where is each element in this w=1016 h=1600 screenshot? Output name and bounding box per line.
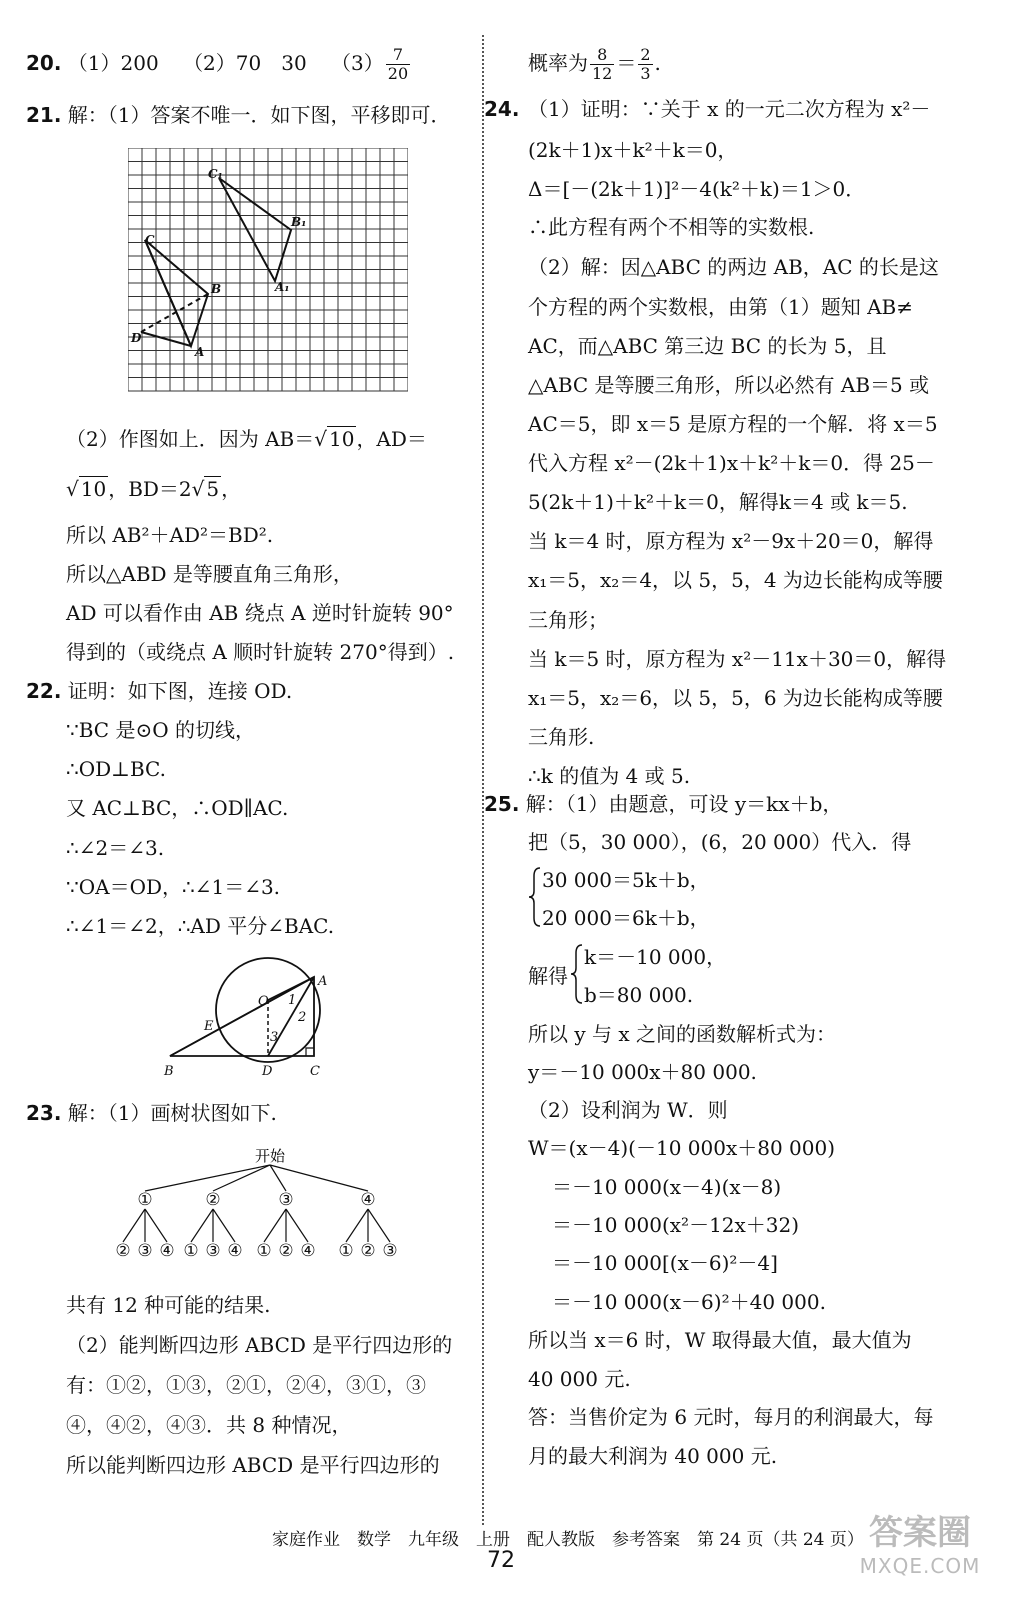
- label-o: O: [258, 994, 269, 1009]
- tree-node-level2: ④: [300, 1241, 316, 1261]
- q22-line4: ∴∠2＝∠3.: [66, 836, 165, 860]
- tree-branch: [145, 1209, 167, 1242]
- q20-frac-denominator: 20: [387, 64, 409, 83]
- q25-line4: （2）设利润为 W．则: [528, 1098, 728, 1122]
- q25-line5: W＝(x－4)(－10 000x＋80 000): [528, 1136, 836, 1160]
- tree-diagram: [110, 1143, 410, 1268]
- label-c: C: [145, 233, 155, 247]
- tree-node-level1: ①: [137, 1190, 153, 1210]
- q22-line3: 又 AC⊥BC，∴OD∥AC.: [66, 796, 289, 820]
- prob-frac2-den: 3: [640, 64, 651, 83]
- label-angle1: 1: [288, 993, 297, 1008]
- q25-number: 25.: [484, 792, 520, 816]
- q20-part3: （3）: [331, 51, 384, 75]
- q24-line: ∴k 的值为 4 或 5.: [528, 764, 691, 788]
- tree-branch: [213, 1209, 235, 1242]
- prob-eq: ＝: [616, 51, 637, 75]
- q22-line1: ∵BC 是⊙O 的切线，: [66, 718, 255, 742]
- q21-intro: 解：（1）答案不唯一．如下图，平移即可．: [67, 103, 451, 127]
- prob-end: .: [654, 51, 661, 75]
- grid-triangles: [145, 178, 291, 346]
- column-divider: [482, 35, 484, 1525]
- system1-brace: [528, 866, 542, 928]
- tree-node-level2: ①: [256, 1241, 272, 1261]
- watermark: [840, 1505, 1000, 1585]
- label-a: A: [195, 345, 205, 359]
- tree-branches: [123, 1165, 390, 1242]
- q23-line5: 所以能判断四边形 ABCD 是平行四边形的: [66, 1453, 440, 1477]
- tree-node-level1: ③: [278, 1190, 294, 1210]
- right-angle-c: [306, 1048, 314, 1056]
- line-ba: [170, 977, 314, 1056]
- grid-figure: [128, 148, 408, 394]
- watermark-logo-text: 答案圈: [869, 1513, 971, 1553]
- label-d: D: [131, 331, 142, 345]
- tree-root: 开始: [254, 1147, 286, 1165]
- q23-line4: ④，④②，④③．共 8 种情况，: [66, 1413, 352, 1437]
- q21-p2-text-c: ，BD＝2: [108, 477, 192, 501]
- q25-line1: 把（5，30 000），(6，20 000）代入．得: [528, 830, 912, 854]
- tree-branch: [264, 1209, 286, 1242]
- label-d: D: [262, 1064, 273, 1079]
- q22-line2: ∴OD⊥BC.: [66, 757, 166, 781]
- label-c: C: [310, 1064, 320, 1079]
- tree-node-level2: ①: [338, 1241, 354, 1261]
- label-b: B: [211, 282, 222, 296]
- tree-branch: [270, 1165, 368, 1191]
- q21-sqrt-10b: 10: [80, 477, 107, 501]
- label-angle2: 2: [298, 1010, 307, 1025]
- q23-intro-line: [26, 1100, 277, 1126]
- tree-node-level2: ①: [183, 1241, 199, 1261]
- tree-node-level2: ③: [205, 1241, 221, 1261]
- tree-node-level2: ③: [137, 1241, 153, 1261]
- tree-branch: [368, 1209, 390, 1242]
- q24-line: △ABC 是等腰三角形，所以必然有 AB＝5 或: [528, 373, 930, 397]
- q25-line2: 所以 y 与 x 之间的函数解析式为：: [528, 1022, 837, 1046]
- q23-line2: （2）能判断四边形 ABCD 是平行四边形的: [66, 1333, 453, 1357]
- watermark-url: MXQE.COM: [859, 1554, 981, 1578]
- q21-part2-line2: √ 10 ，BD＝2√ 5 ，: [66, 477, 242, 501]
- q21-p2-end: ，: [221, 477, 242, 501]
- tree-node-level2: ②: [115, 1241, 131, 1261]
- q25-line7: ＝－10 000(x²－12x＋32): [552, 1213, 800, 1237]
- q25-line8: ＝－10 000[(x－6)²－4]: [552, 1251, 778, 1275]
- q20-frac-numerator: 7: [386, 46, 410, 65]
- q25-line3: y＝－10 000x＋80 000.: [528, 1060, 757, 1084]
- q23-line3: 有：①②，①③，②①，②④，③①，③: [66, 1373, 426, 1397]
- tree-node-level1: ②: [205, 1190, 221, 1210]
- q22-intro: 证明：如下图，连接 OD.: [67, 679, 293, 703]
- q24-line: x₁＝5，x₂＝6，以 5，5，6 为边长能构成等腰: [528, 686, 943, 710]
- label-e: E: [204, 1019, 214, 1034]
- circle-figure: [160, 955, 340, 1085]
- prob-frac2-num: 2: [640, 45, 651, 64]
- page-number: 72: [487, 1548, 515, 1573]
- label-c1: C₁: [208, 167, 223, 181]
- q20-part1: （1）200: [67, 51, 159, 75]
- tree-branch: [191, 1209, 213, 1242]
- page-footer: 家庭作业 数学 九年级 上册 配人教版 参考答案 第 24 页（共 24 页）: [272, 1530, 864, 1550]
- label-angle3: 3: [270, 1030, 279, 1045]
- q25-line12: 答：当售价定为 6 元时，每月的利润最大，每: [528, 1405, 934, 1429]
- tree-branch: [145, 1165, 270, 1191]
- q24-line: (2k＋1)x＋k²＋k＝0，: [528, 138, 738, 162]
- prob-frac1: [590, 46, 614, 83]
- prob-text: 概率为: [528, 51, 588, 75]
- tree-branch: [286, 1209, 308, 1242]
- q21-p2-text-a: （2）作图如上．因为 AB＝: [66, 427, 315, 451]
- q25-system1-eq2: 20 000＝6k＋b，: [542, 906, 710, 930]
- q25-line11: 40 000 元.: [528, 1367, 631, 1391]
- q24-line: 5(2k＋1)＋k²＋k＝0，解得k＝4 或 k＝5.: [528, 490, 908, 514]
- q24-line: AC，而△ABC 第三边 BC 的长为 5，且: [528, 334, 887, 358]
- q21-line3: 所以 AB²＋AD²＝BD².: [66, 523, 274, 547]
- prob-frac1-num: 8: [590, 46, 614, 65]
- q22-intro-line: [26, 678, 292, 704]
- q25-line9: ＝－10 000(x－6)²＋40 000.: [552, 1290, 826, 1314]
- tree-branch: [123, 1209, 145, 1242]
- q21-intro-line: [26, 102, 451, 128]
- q25-line10: 所以当 x＝6 时，W 取得最大值，最大值为: [528, 1328, 912, 1352]
- q21-line4: 所以△ABD 是等腰直角三角形，: [66, 562, 353, 586]
- q22-line6: ∴∠1＝∠2，∴AD 平分∠BAC.: [66, 914, 335, 938]
- q20-fraction: [386, 46, 410, 83]
- q23-line1: 共有 12 种可能的结果.: [66, 1293, 271, 1317]
- tree-node-level2: ④: [159, 1241, 175, 1261]
- probability-line: [528, 46, 661, 83]
- q21-p2-text-b: ，AD＝: [356, 427, 427, 451]
- label-b1: B₁: [291, 215, 307, 229]
- q24-line: 当 k＝4 时，原方程为 x²－9x＋20＝0，解得: [528, 529, 934, 553]
- q24-line: 当 k＝5 时，原方程为 x²－11x＋30＝0，解得: [528, 647, 947, 671]
- circle-labels: [163, 974, 327, 1079]
- q21-sqrt-10a: 10: [328, 427, 355, 451]
- q21-sqrt-5: 5: [206, 477, 220, 501]
- tree-branch: [346, 1209, 368, 1242]
- q23-number: 23.: [26, 1101, 62, 1125]
- q24-line: Δ＝[－(2k＋1)]²－4(k²＋k)＝1＞0．: [528, 177, 866, 201]
- prob-frac1-den: 12: [592, 64, 613, 83]
- q24-number-wrap: [484, 96, 519, 122]
- tree-nodes: [115, 1190, 397, 1261]
- label-a1: A₁: [275, 280, 290, 294]
- q20-part2: （2）70 30: [183, 51, 307, 75]
- q25-solve-label: 解得: [528, 964, 568, 988]
- q24-line: ∴此方程有两个不相等的实数根.: [528, 215, 815, 239]
- q24-number: 24.: [484, 97, 520, 121]
- q24-line: （2）解：因△ABC 的两边 AB，AC 的长是这: [528, 255, 939, 279]
- q25-system2-eq2: b＝80 000.: [584, 983, 694, 1007]
- q25-system2-eq1: k＝－10 000，: [584, 945, 727, 969]
- q24-line: AC＝5，即 x＝5 是原方程的一个解．将 x＝5: [528, 412, 938, 436]
- q24-line: 三角形；: [528, 608, 608, 632]
- q25-intro-line: [484, 791, 842, 817]
- q24-line: 个方程的两个实数根，由第（1）题知 AB≠: [528, 295, 913, 319]
- label-b: B: [164, 1064, 174, 1079]
- tree-node-level2: ④: [227, 1241, 243, 1261]
- q24-line: （1）证明：∵关于 x 的一元二次方程为 x²－: [528, 97, 931, 121]
- tree-node-level2: ②: [360, 1241, 376, 1261]
- q25-intro: 解：（1）由题意，可设 y＝kx＋b，: [525, 792, 843, 816]
- q21-line5: AD 可以看作由 AB 绕点 A 逆时针旋转 90°: [66, 601, 454, 625]
- q21-part2-line: （2）作图如上．因为 AB＝√ 10 ，AD＝: [66, 427, 427, 451]
- label-a: A: [318, 974, 328, 989]
- q20-number: 20.: [26, 51, 62, 75]
- q21-number: 21.: [26, 103, 62, 127]
- system2-brace: [570, 943, 584, 1005]
- q24-line: 代入方程 x²－(2k＋1)x＋k²＋k＝0．得 25－: [528, 451, 935, 475]
- q25-line6: ＝－10 000(x－4)(x－8): [552, 1175, 782, 1199]
- tree-node-level1: ④: [360, 1190, 376, 1210]
- q23-intro: 解：（1）画树状图如下.: [67, 1101, 277, 1125]
- q22-line5: ∵OA＝OD，∴∠1＝∠3.: [66, 875, 281, 899]
- tree-node-level2: ③: [382, 1241, 398, 1261]
- tree-branch: [213, 1165, 270, 1191]
- q24-line: x₁＝5，x₂＝4，以 5，5，4 为边长能构成等腰: [528, 568, 943, 592]
- tree-node-level2: ②: [278, 1241, 294, 1261]
- q21-line6: 得到的（或绕点 A 顺时针旋转 270°得到）.: [66, 640, 455, 664]
- q25-line13: 月的最大利润为 40 000 元.: [528, 1444, 778, 1468]
- q20-line: [26, 46, 412, 83]
- prob-frac2: [638, 46, 652, 83]
- q24-line: 三角形.: [528, 725, 595, 749]
- q25-system1-eq1: 30 000＝5k＋b，: [542, 868, 710, 892]
- q22-number: 22.: [26, 679, 62, 703]
